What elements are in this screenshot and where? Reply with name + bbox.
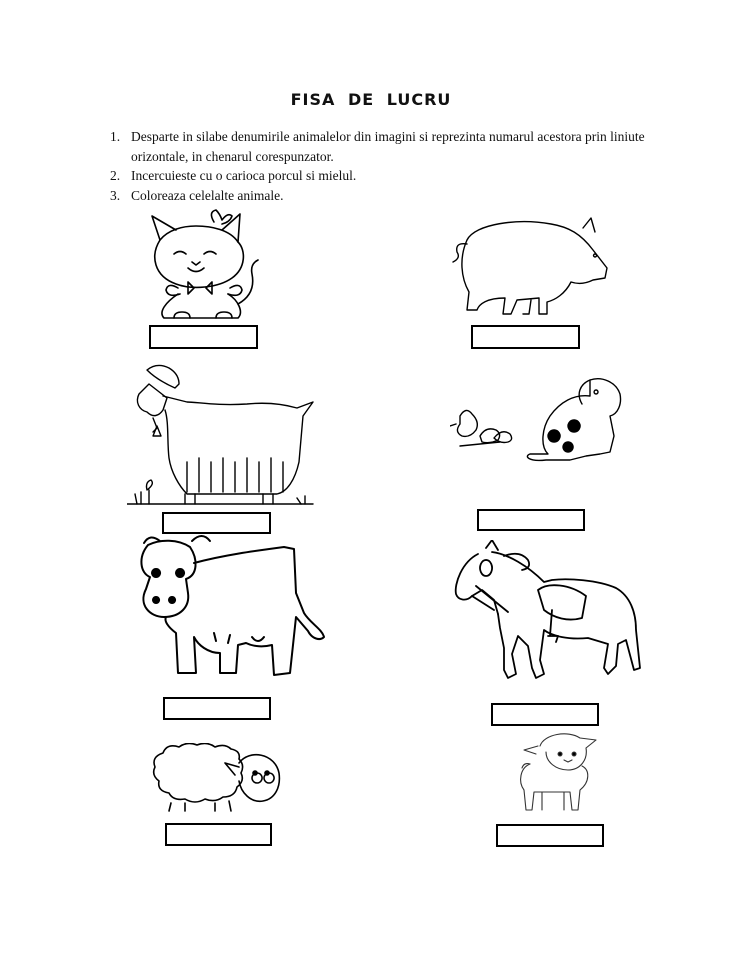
instruction-text: Desparte in silabe denumirile animalelor din imagini si reprezinta numarul acestora prin liniute orizontale, in chenarul corespunzator.: [131, 129, 645, 164]
horse-icon: [448, 540, 644, 696]
answer-box-cat[interactable]: [149, 325, 258, 349]
instruction-item: [110, 127, 670, 166]
instructions-list: [110, 127, 670, 205]
answer-box-pig[interactable]: [471, 325, 580, 349]
goat-icon: [127, 362, 317, 506]
page-title: FISA DE LUCRU: [290, 90, 452, 109]
answer-box-goat[interactable]: [162, 512, 271, 534]
cat-icon: [138, 208, 268, 326]
instruction-number: 2.: [110, 168, 121, 183]
lamb-icon: [510, 728, 622, 816]
sheep-icon: [145, 743, 285, 813]
instruction-item: [110, 166, 670, 186]
answer-box-sheep[interactable]: [165, 823, 272, 846]
answer-box-cow[interactable]: [163, 697, 271, 720]
instruction-number: 1.: [110, 129, 121, 144]
cow-icon: [134, 533, 330, 683]
answer-box-horse[interactable]: [491, 703, 599, 726]
pig-icon: [447, 214, 613, 318]
dog-and-mice-icon: [450, 376, 630, 464]
instruction-item: [110, 186, 670, 206]
instruction-number: 3.: [110, 187, 121, 203]
answer-box-lamb[interactable]: [496, 824, 604, 847]
instruction-text: Incercuieste cu o carioca porcul si mielul.: [131, 168, 357, 183]
instruction-text: Coloreaza celelalte animale.: [131, 187, 284, 203]
answer-box-dog[interactable]: [477, 509, 585, 531]
